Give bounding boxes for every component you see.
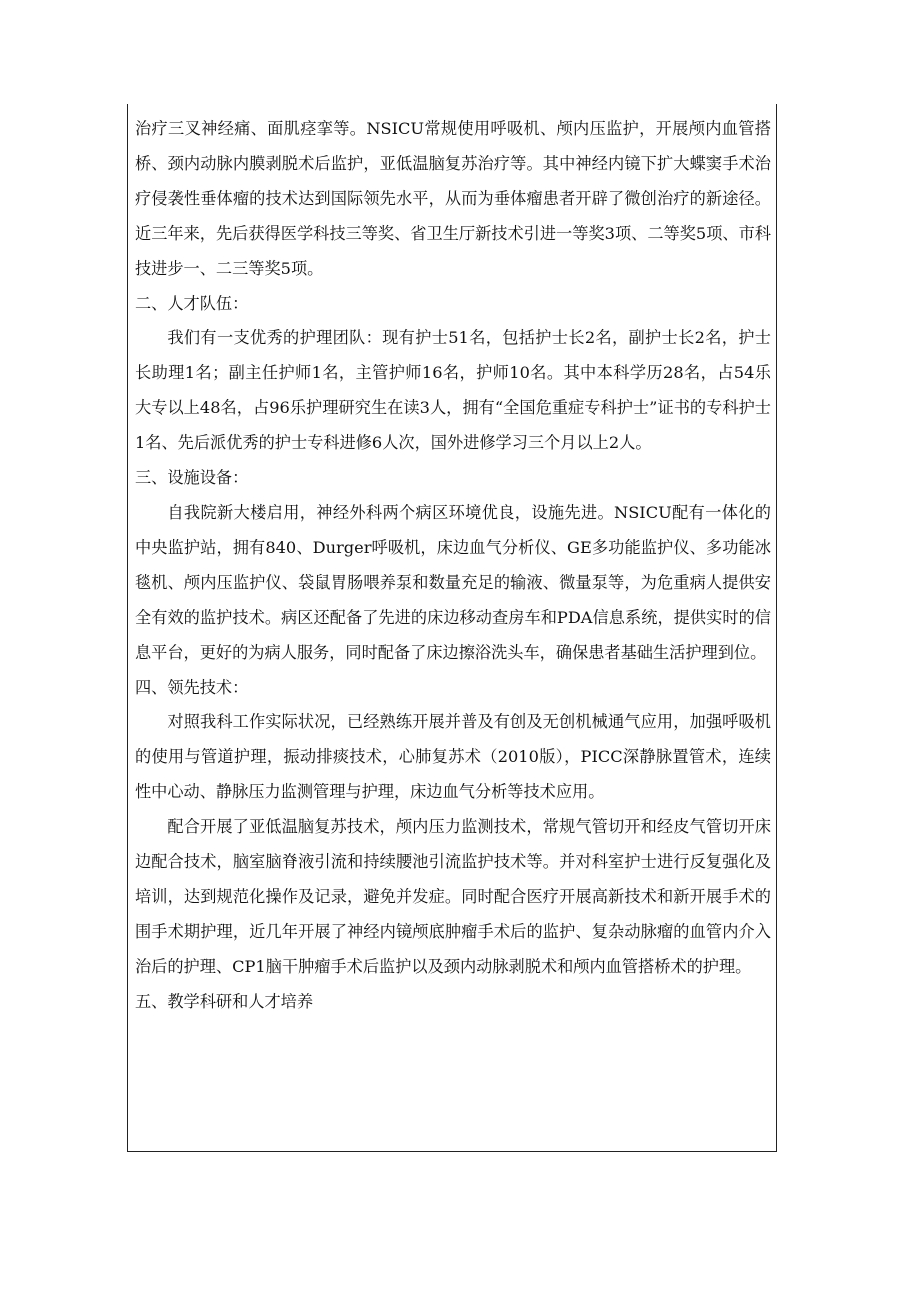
- section-heading-facilities: 三、设施设备：: [135, 468, 249, 488]
- section-heading-talent-team: 二、人才队伍：: [135, 293, 249, 313]
- paragraph-nursing-team: 我们有一支优秀的护理团队：现有护士51名，包括护士长2名，副护士长2名，护士长助理1名；副主任护师1名，主管护师16名，护师10名。其中本科学历28名，占54乐大专以上48名，占96乐护理研究生在读3人，拥有“全国危重症专科护士”证书的专科护士1名、先后派优秀的护士专科进修6人次，国外进修学习三个月以上2人。: [135, 328, 771, 453]
- paragraph-achievements-continued: 治疗三叉神经痛、面肌痉挛等。NSICU常规使用呼吸机、颅内压监护，开展颅内血管搭桥、颈内动脉内膜剥脱术后监护，亚低温脑复苏治疗等。其中神经内镜下扩大蝶窦手术治疗侵袭性垂体瘤的技术达到国际领先水平，从而为垂体瘤患者开辟了微创治疗的新途径。近三年来，先后获得医学科技三等奖、省卫生厅新技术引进一等奖3项、二等奖5项、市科技进步一、二三等奖5项。: [135, 119, 771, 278]
- paragraph-facilities: 自我院新大楼启用，神经外科两个病区环境优良，设施先进。NSICU配有一体化的中央监护站，拥有840、Durger呼吸机，床边血气分析仪、GE多功能监护仪、多功能冰毯机、颅内压监护仪、袋鼠胃肠喂养泵和数量充足的输液、微量泵等，为危重病人提供安全有效的监护技术。病区还配备了先进的床边移动查房车和PDA信息系统，提供实时的信息平台，更好的为病人服务，同时配备了床边擦浴洗头车，确保患者基础生活护理到位。: [135, 502, 771, 662]
- paragraph-technology-cooperation: 配合开展了亚低温脑复苏技术，颅内压力监测技术，常规气管切开和经皮气管切开床边配合技术，脑室脑脊液引流和持续腰池引流监护技术等。并对科室护士进行反复强化及培训，达到规范化操作及记录，避免并发症。同时配合医疗开展高新技术和新开展手术的围手术期护理，近几年开展了神经内镜颅底肿瘤手术后的监护、复杂动脉瘤的血管内介入治后的护理、CP1脑干肿瘤手术后监护以及颈内动脉剥脱术和颅内血管搭桥术的护理。: [135, 817, 771, 976]
- paragraph-technology-ventilation: 对照我科工作实际状况，已经熟练开展并普及有创及无创机械通气应用，加强呼吸机的使用与管道护理，振动排痰技术，心肺复苏术（2010版），PICC深静脉置管术，连续性中心动、静脉压力监测管理与护理，床边血气分析等技术应用。: [135, 712, 771, 802]
- section-heading-leading-technology: 四、领先技术：: [135, 677, 249, 697]
- document-body: [135, 112, 771, 1020]
- table-cell-frame: [127, 104, 777, 1152]
- section-heading-teaching-research: 五、教学科研和人才培养: [135, 991, 314, 1011]
